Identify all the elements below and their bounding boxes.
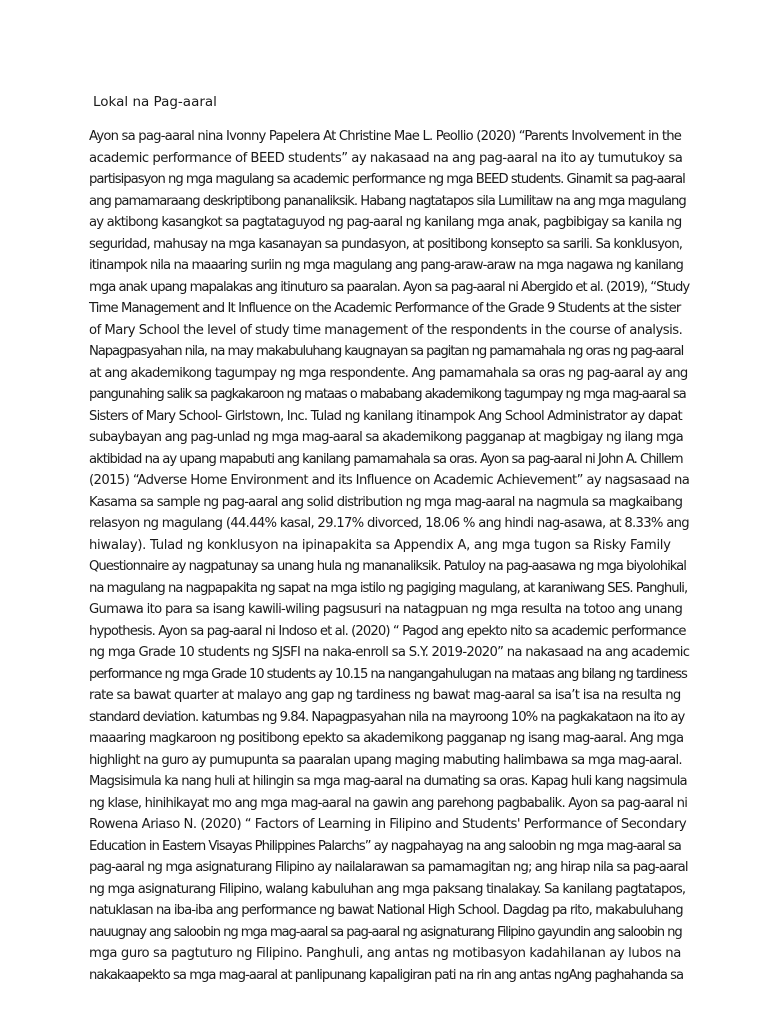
paragraph-line: Kasama sa sample ng pag-aaral ang solid distribution ng mga mag-aaral na nagmula sa magkaibang [89,494,683,510]
body-paragraph [89,126,689,986]
paragraph-line: pangunahing salik sa pagkakaroon ng mataas o mababang akademikong tagumpay ng mga mag-aaral sa [89,387,686,402]
paragraph-line: highlight na guro ay pumupunta sa paaralan upang maging mabuting halimbawa sa mga mag-aaral. [89,752,682,768]
paragraph-line: mga anak upang mapalakas ang itinuturo sa paaralan. Ayon sa pag-aaral ni Abergido et al. (2019), “Study [89,279,690,295]
paragraph-line: nakakaapekto sa mga mag-aaral at panlipunang kapaligiran pati na rin ang antas ngAng paghahanda sa [89,967,684,983]
paragraph-line: hiwalay). Tulad ng konklusyon na ipinapakita sa Appendix A, ang mga tugon sa Risky Family [89,537,671,553]
paragraph-line: subaybayan ang pag-unlad ng mga mag-aaral sa akademikong pagganap at magbigay ng ilang mga [89,430,683,445]
paragraph-line: rate sa bawat quarter at malayo ang gap ng tardiness ng bawat mag-aaral sa isa’t isa na resulta ng [89,688,681,703]
paragraph-line: academic performance of BEED students” ay nakasaad na ang pag-aaral na ito ay tumutukoy sa [89,150,683,166]
paragraph-line: Ayon sa pag-aaral nina Ivonny Papelera At Christine Mae L. Peollio (2020) “Parents Involvement in the [89,129,682,144]
paragraph-line: Napagpasyahan nila, na may makabuluhang kaugnayan sa pagitan ng pamamahala ng oras ng pag-aaral [89,344,684,359]
paragraph-line: ng klase, hinihikayat mo ang mga mag-aaral na gawin ang parehong pagbabalik. Ayon sa pag-aaral ni [89,795,688,811]
paragraph-line: nauugnay ang saloobin ng mga mag-aaral sa pag-aaral ng asignaturang Filipino gayundin ang saloobin ng [89,924,682,940]
paragraph-line: at ang akademikong tagumpay ng mga respondente. Ang pamamahala sa oras ng pag-aaral ay ang [89,365,688,381]
paragraph-line: Sisters of Mary School- Girlstown, Inc. Tulad ng kanilang itinampok Ang School Administrator ay dapat [89,408,682,424]
paragraph-line: partisipasyon ng mga magulang sa academic performance ng mga BEED students. Ginamit sa pag-aaral [89,172,685,187]
paragraph-line: ng mga asignaturang Filipino, walang kabuluhan ang mga paksang tinalakay. Sa kanilang pagtatapos, [89,881,686,897]
paragraph-line: ang pamamaraang deskriptibong pananaliksik. Habang nagtatapos sila Lumilitaw na ang mga magulang [89,193,686,209]
paragraph-line: aktibidad na ay upang mapabuti ang kanilang pamamahala sa oras. Ayon sa pag-aaral ni John A. Chillem [89,451,683,467]
paragraph-line: na magulang na nagpapakita ng sapat na mga istilo ng pagiging magulang, at karaniwang SES. Panghuli, [89,580,688,596]
paragraph-line: relasyon ng magulang (44.44% kasal, 29.17% divorced, 18.06 % ang hindi nag-asawa, at 8.33% ang [89,516,689,531]
paragraph-line: Time Management and It Influence on the Academic Performance of the Grade 9 Students at the sister [89,301,681,316]
paragraph-line: (2015) “Adverse Home Environment and its Influence on Academic Achievement” ay nagsasaad na [89,473,690,488]
paragraph-line: ng mga Grade 10 students ng SJSFI na naka-enroll sa S.Y. 2019-2020” na nakasaad na ang academic [89,645,690,660]
paragraph-line: Questionnaire ay nagpatunay sa unang hula ng mananaliksik. Patuloy na pag-aasawa ng mga biyolohikal [89,559,686,574]
paragraph-line: Education in Eastern Visayas Philippines Palarchs” ay nagpahayag na ang saloobin ng mga mag-aaral sa [89,838,681,854]
paragraph-line: ay aktibong kasangkot sa pagtataguyod ng pag-aaral ng kanilang mga anak, pagbibigay sa kanila ng [89,215,682,230]
paragraph-line: mga guro sa pagtuturo ng Filipino. Panghuli, ang antas ng motibasyon kadahilanan ay lubos na [89,946,681,961]
paragraph-line: Magsisimula ka nang huli at hilingin sa mga mag-aaral na dumating sa oras. Kapag huli kang nagsimula [89,774,687,789]
paragraph-line: Gumawa ito para sa isang kawili-wiling pagsusuri na natagpuan ng mga resulta na totoo ang unang [89,602,683,617]
section-heading: Lokal na Pag-aaral [93,94,217,110]
paragraph-line: itinampok nila na maaaring suriin ng mga magulang ang pang-araw-araw na mga nagawa ng kanilang [89,258,684,273]
paragraph-line: performance ng mga Grade 10 students ay 10.15 na nangangahulugan na mataas ang bilang ng tardiness [89,666,687,682]
paragraph-line: hypothesis. Ayon sa pag-aaral ni Indoso et al. (2020) “ Pagod ang epekto nito sa academic performance [89,623,686,639]
paragraph-line: pag-aaral ng mga asignaturang Filipino ay nailalarawan sa pamamagitan ng; ang hirap nila sa pag-aaral [89,860,688,875]
paragraph-line: maaaring magkaroon ng positibong epekto sa akademikong pagganap ng isang mag-aaral. Ang mga [89,731,684,746]
paragraph-line: natuklasan na iba-iba ang performance ng bawat National High School. Dagdag pa rito, makabuluhang [89,903,683,918]
paragraph-line: standard deviation. katumbas ng 9.84. Napagpasyahan nila na mayroong 10% na pagkakataon na ito ay [89,709,685,725]
paragraph-line: of Mary School the level of study time management of the respondents in the course of analysis. [89,322,683,338]
paragraph-line: seguridad, mahusay na mga kasanayan sa pundasyon, at positibong konsepto sa sarili. Sa konklusyon, [89,236,683,252]
paragraph-line: Rowena Ariaso N. (2020) “ Factors of Learning in Filipino and Students' Performance of Secondary [89,817,687,832]
